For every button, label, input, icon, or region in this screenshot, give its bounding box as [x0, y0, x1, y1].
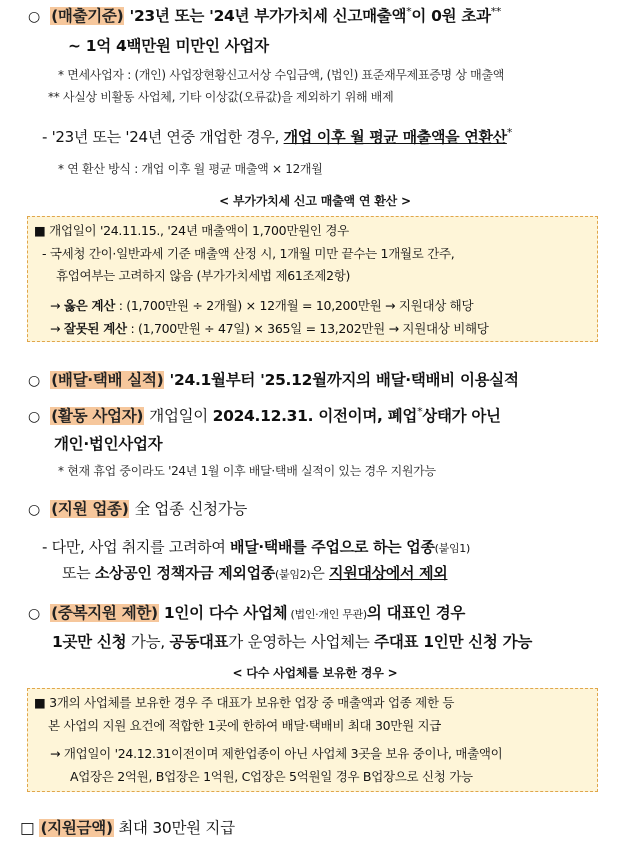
text: 개업일이	[149, 407, 213, 425]
bullet-active-business	[28, 404, 501, 426]
tag-amount: (지원금액)	[40, 819, 113, 837]
note-annualize-method: * 연 환산 방식 : 개업 이후 월 평균 매출액 × 12개월	[58, 162, 323, 176]
caption-vat-annualize: < 부가가치세 신고 매출액 연 환산 >	[219, 194, 411, 208]
arrow: →	[50, 298, 64, 313]
section-support-amount	[20, 816, 235, 838]
text: '24.1월부터 '25.12월까지의 배달·택배비 이용실적	[169, 371, 519, 389]
text: : (1,700만원 ÷ 47일) × 365일 = 13,202만원 → 지원대상 비해당	[126, 321, 489, 336]
bullet-eligible-industry	[28, 497, 247, 519]
box-line: - 국세청 간이·일반과세 기준 매출액 산정 시, 1개월 미만 끝수는 1개월로 간주,	[42, 246, 455, 261]
sub-industry-exclusion	[42, 536, 470, 557]
bullet-symbol: ○	[28, 502, 40, 518]
footnote-mark: *	[406, 4, 412, 18]
text: 최대 30만원 지급	[113, 819, 235, 837]
tag-industry: (지원 업종)	[51, 500, 129, 518]
text: 은	[310, 564, 330, 582]
box-line: → 개업일이 '24.12.31이전이며 제한업종이 아닌 사업체 3곳을 보유 중이나, 매출액이	[50, 746, 503, 761]
example-box-multiple	[27, 688, 598, 792]
tag-duplicate: (중복지원 제한)	[51, 604, 158, 622]
emphasis: 소상공인 정책자금 제외업종	[94, 564, 275, 582]
label-wrong: 잘못된 계산	[63, 321, 127, 336]
text: 1곳만 신청	[52, 633, 127, 651]
box-line: 본 사업의 지원 요건에 적합한 1곳에 한하여 배달·택배비 최대 30만원 지급	[48, 718, 442, 733]
note-excluded: ** 사실상 비활동 사업체, 기타 이상값(오류값)을 제외하기 위해 배제	[48, 90, 394, 104]
tag-sales-criteria: (매출기준)	[51, 7, 124, 25]
bullet-symbol: ○	[28, 606, 40, 622]
footnote-mark: *	[417, 404, 423, 418]
correct-calc-line	[50, 296, 473, 314]
text: '23년 또는 '24년 부가가치세 신고매출액	[129, 7, 407, 25]
ref: (붙임1)	[434, 542, 470, 555]
text: 의 대표인 경우	[366, 604, 466, 622]
note-tax-exempt: * 면세사업자 : (개인) 사업장현황신고서상 수입금액, (법인) 표준재무제표증명 상 매출액	[58, 68, 505, 82]
caption-multiple-businesses: < 다수 사업체를 보유한 경우 >	[232, 666, 398, 680]
box-line: A업장은 2억원, B업장은 1억원, C업장은 5억원일 경우 B업장으로 신청 가능	[70, 769, 473, 784]
bullet-delivery-record	[28, 368, 519, 390]
text: : (1,700만원 ÷ 2개월) × 12개월 = 10,200만원 → 지원대상 해당	[115, 298, 474, 313]
text: 이 0원 초과	[411, 7, 491, 25]
footnote-mark: **	[490, 4, 502, 18]
bullet-sales-range: ~ 1억 4백만원 미만인 사업자	[68, 37, 269, 55]
text: 1인이 다수 사업체	[158, 604, 288, 622]
example-box-annualize	[27, 216, 598, 342]
bullet-duplicate-limit	[28, 601, 465, 623]
text: '23년 또는 '24년 연중 개업한 경우,	[51, 128, 284, 146]
tag-delivery: (배달·택배 실적)	[51, 371, 164, 389]
text: - 다만, 사업 취지를 고려하여	[42, 538, 231, 556]
bullet-symbol: ○	[28, 373, 40, 389]
text: 가 운영하는 사업체는	[228, 633, 375, 651]
text: 공동대표	[169, 633, 229, 651]
bullet-symbol: ○	[28, 9, 40, 25]
bullet-symbol: ○	[28, 409, 40, 425]
dash: -	[42, 128, 48, 146]
ref: (붙임2)	[275, 568, 311, 581]
note-suspended: * 현재 휴업 중이라도 '24년 1월 이후 배달·택배 실적이 있는 경우 지원가능	[58, 464, 436, 478]
text: 가능,	[126, 633, 170, 651]
box-line: 휴업여부는 고려하지 않음 (부가가치세법 제61조제2항)	[56, 268, 351, 283]
text: 2024.12.31. 이전이며, 폐업	[212, 407, 418, 425]
section-box-icon: □	[20, 819, 35, 837]
emphasis: 개업 이후 월 평균 매출액을 연환산	[283, 128, 507, 146]
box-line: ■ 개업일이 '24.11.15., '24년 매출액이 1,700만원인 경우	[34, 223, 349, 238]
emphasis: 배달·택배를 주업으로 하는 업종	[230, 538, 435, 556]
bullet-sales-criteria	[28, 4, 501, 26]
text: 상태가 아닌	[422, 407, 501, 425]
sub-annualize	[42, 126, 512, 147]
footnote-mark: *	[506, 126, 513, 139]
text: (법인·개인 무관)	[287, 608, 367, 621]
emphasis: 지원대상에서 제외	[329, 564, 448, 582]
wrong-calc-line	[50, 319, 489, 337]
label-correct: 옳은 계산	[63, 298, 116, 313]
box-line: ■ 3개의 사업체를 보유한 경우 주 대표가 보유한 업장 중 매출액과 업종 제한 등	[34, 695, 455, 710]
text: 또는	[62, 564, 95, 582]
bullet-active-line2: 개인·법인사업자	[54, 435, 163, 453]
text: 주대표 1인만 신청 가능	[374, 633, 533, 651]
tag-active: (활동 사업자)	[51, 407, 144, 425]
text: 全 업종 신청가능	[134, 500, 248, 518]
sub-industry-exclusion-line2	[62, 562, 447, 583]
arrow: →	[50, 321, 64, 336]
bullet-duplicate-line2	[52, 630, 532, 652]
